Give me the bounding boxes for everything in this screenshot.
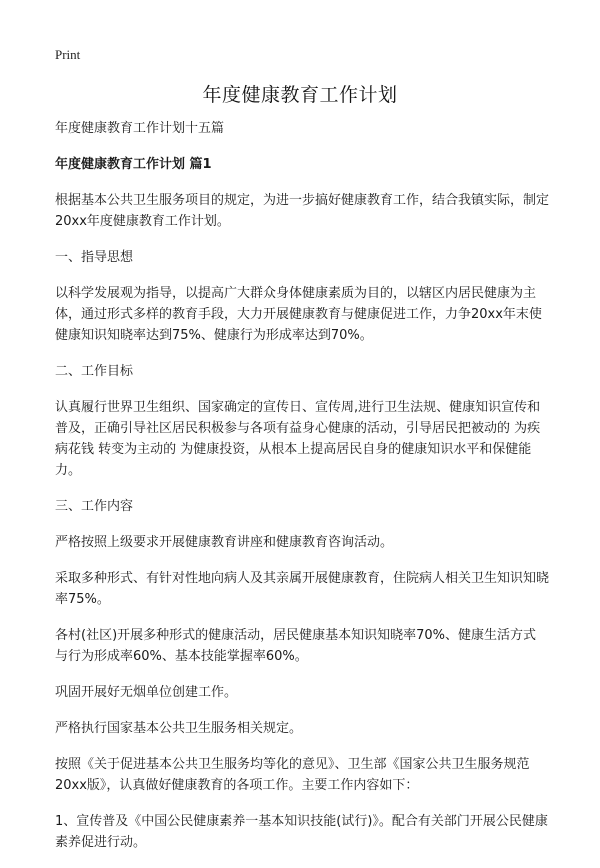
paragraph-lectures: 严格按照上级要求开展健康教育讲座和健康教育咨询活动。 (55, 535, 394, 550)
paragraph-guidelines: 按照《关于促进基本公共卫生服务均等化的意见》、卫生部《国家公共卫生服务规范20xx版》，认真做好健康教育的各项工作。主要工作内容如下： (55, 757, 530, 793)
paragraph-guiding-thought: 以科学发展观为指导，以提高广大群众身体健康素质为目的，以辖区内居民健康为主体，通过形式多样的教育手段，大力开展健康教育与健康促进工作，力争20xx年末使健康知识知晓率达到75%、健康行为形成率达到70%。 (55, 286, 542, 343)
paragraph-smoke-free: 巩固开展好无烟单位创建工作。 (55, 685, 238, 700)
paragraph-intro: 根据基本公共卫生服务项目的规定，为进一步搞好健康教育工作，结合我镇实际，制定20xx年度健康教育工作计划。 (55, 193, 550, 229)
paragraph-item-1: 1、宣传普及《中国公民健康素养一基本知识技能(试行)》。配合有关部门开展公民健康素养促进行动。 (55, 814, 548, 850)
paragraph-community-activities: 各村(社区)开展多种形式的健康活动，居民健康基本知识知晓率70%、健康生活方式与行为形成率60%、基本技能掌握率60%。 (55, 628, 537, 664)
document-subtitle: 年度健康教育工作计划十五篇 (55, 121, 225, 136)
section-heading: 年度健康教育工作计划 篇1 (55, 157, 212, 172)
paragraph-regulations: 严格执行国家基本公共卫生服务相关规定。 (55, 721, 303, 736)
paragraph-patient-education: 采取多种形式、有针对性地向病人及其亲属开展健康教育，住院病人相关卫生知识知晓率75%。 (55, 571, 550, 607)
heading-work-goals: 二、工作目标 (55, 364, 134, 379)
paragraph-work-goals: 认真履行世界卫生组织、国家确定的宣传日、宣传周,进行卫生法规、健康知识宣传和普及，正确引导社区居民积极参与各项有益身心健康的活动，引导居民把被动的 为疾病花钱 转变为主动的 为健康投资，从根本上提高居民自身的健康知识水平和保健能力。 (55, 400, 541, 478)
document-title: 年度健康教育工作计划 (202, 84, 398, 106)
heading-guiding-thought: 一、指导思想 (55, 250, 134, 265)
document-body (55, 118, 549, 868)
heading-work-content: 三、工作内容 (55, 499, 134, 514)
print-label: Print (55, 47, 81, 62)
